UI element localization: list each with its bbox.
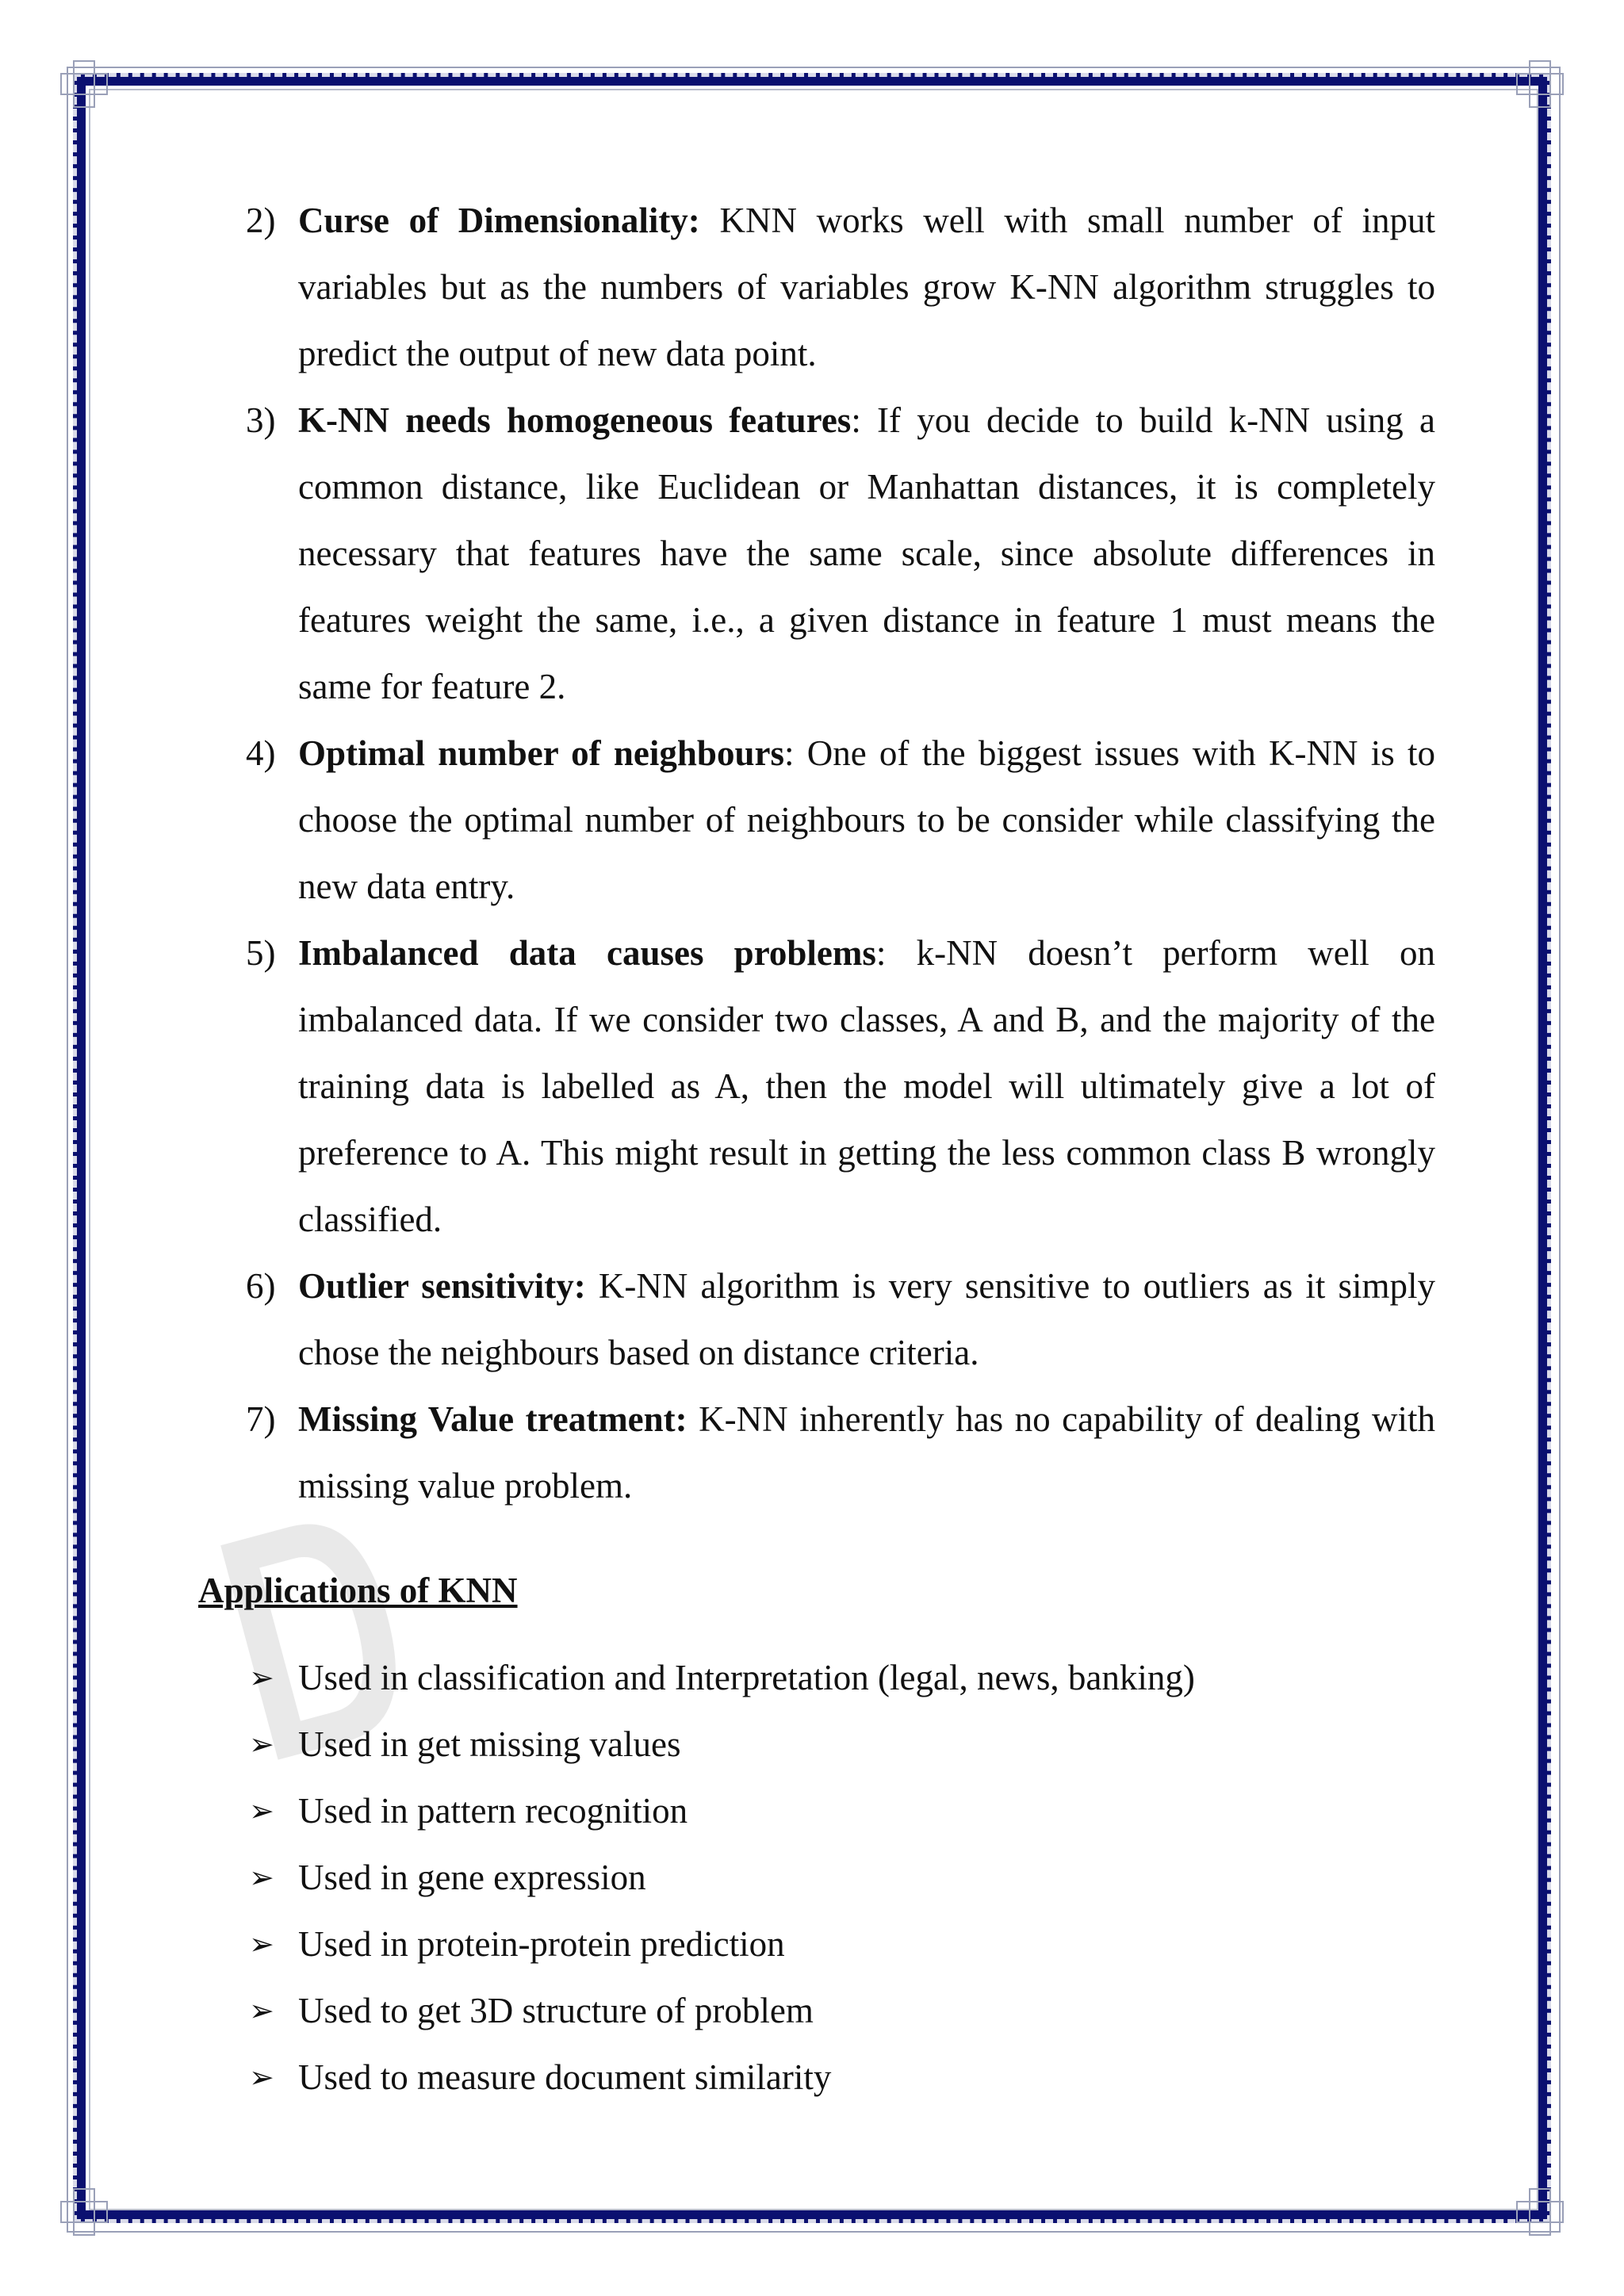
arrow-bullet-icon: ➢ (249, 1660, 274, 1695)
item-text: KNN works well with small number of input variables but as the numbers of variables grow K-NN algorithm struggles to predict the output of new data point. (298, 201, 1435, 373)
list-item: ➢ Used to get 3D structure of problem (198, 1977, 1435, 2044)
list-item (198, 187, 1435, 387)
list-item (198, 1253, 1435, 1386)
list-item: ➢ Used in classification and Interpretation (legal, news, banking) (198, 1644, 1435, 1711)
arrow-bullet-icon: ➢ (249, 1927, 274, 1961)
arrow-bullet-icon: ➢ (249, 2060, 274, 2095)
arrow-bullet-icon: ➢ (249, 1860, 274, 1895)
document-body (198, 187, 1435, 2110)
list-item (198, 387, 1435, 720)
item-text: : One of the biggest issues with K-NN is to choose the optimal number of neighbours to be consider while classifying the new data entry. (298, 733, 1436, 906)
item-text: K-NN inherently has no capability of dealing with missing value problem. (298, 1399, 1435, 1506)
item-number: 3) (246, 400, 276, 440)
list-item (198, 1386, 1435, 1519)
item-number: 4) (246, 733, 276, 773)
item-number: 5) (246, 933, 276, 973)
item-text: K-NN algorithm is very sensitive to outliers as it simply chose the neighbours based on distance criteria. (298, 1266, 1436, 1372)
item-number: 2) (246, 201, 276, 240)
item-title: Imbalanced data causes problems (298, 933, 876, 973)
list-item: ➢ Used in get missing values (198, 1711, 1435, 1777)
list-item: ➢ Used in pattern recognition (198, 1777, 1435, 1844)
item-title: Missing Value treatment: (298, 1399, 688, 1439)
corner-ornament (1516, 2188, 1564, 2236)
arrow-bullet-icon: ➢ (249, 1993, 274, 2028)
item-title: Curse of Dimensionality: (298, 201, 700, 240)
arrow-bullet-icon: ➢ (249, 1793, 274, 1828)
list-item: ➢ Used in gene expression (198, 1844, 1435, 1911)
drawbacks-list (198, 187, 1435, 1519)
corner-ornament (1516, 60, 1564, 108)
list-item (198, 720, 1435, 920)
item-number: 7) (246, 1399, 276, 1439)
corner-ornament (60, 2188, 108, 2236)
item-text: : If you decide to build k-NN using a common distance, like Euclidean or Manhattan distances, it is completely necessary that features have the same scale, since absolute differences in features weight the same, i.e., a given distance in feature 1 must means the same for feature 2. (298, 400, 1436, 706)
item-title: K-NN needs homogeneous features (298, 400, 852, 440)
item-title: Outlier sensitivity: (298, 1266, 586, 1306)
arrow-bullet-icon: ➢ (249, 1727, 274, 1762)
item-title: Optimal number of neighbours (298, 733, 784, 773)
applications-list (198, 1644, 1435, 2110)
section-heading: Applications of KNN (198, 1571, 518, 1610)
list-item: ➢ Used to measure document similarity (198, 2044, 1435, 2110)
item-number: 6) (246, 1266, 276, 1306)
item-text: : k-NN doesn’t perform well on imbalanced data. If we consider two classes, A and B, and the majority of the training data is labelled as A, then the model will ultimately give a lot of preference to A. This might result in getting the less common class B wrongly classified. (298, 933, 1435, 1239)
list-item (198, 920, 1435, 1253)
list-item: ➢ Used in protein-protein prediction (198, 1911, 1435, 1977)
corner-ornament (60, 60, 108, 108)
